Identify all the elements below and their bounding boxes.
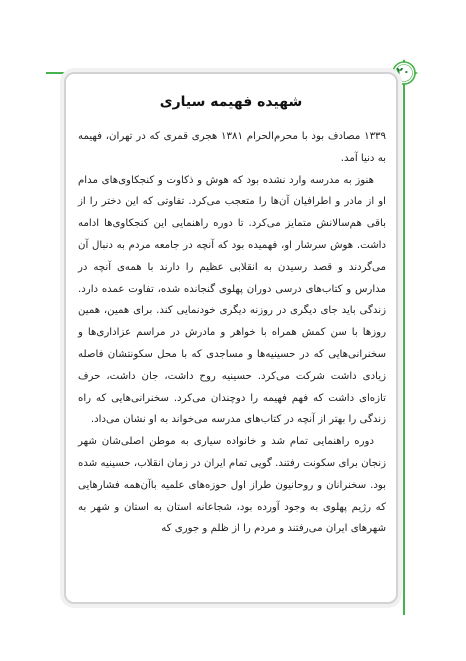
paragraph-3: دوره راهنمایی تمام شد و خانواده سیاری به موطن اصلی‌شان شهر زنجان برای سکونت رفتند. گویی تمام ایران در زمان انقلاب، حسینیه شده بود. سخنرانان و روحانیون طراز اول حوزه‌های علمیه باآن‌همه فشارهایی که رژیم پهلوی به وجود آورده بود، شجاعانه استان به استان و شهر به شهرهای ایران می‌رفتند و مردم را از ظلم و جوری که bbox=[78, 436, 386, 535]
paragraph-1: ۱۳۳۹ مصادف بود با محرم‌الحرام ۱۳۸۱ هجری قمری که در تهران، فهیمه به دنیا آمد. bbox=[78, 131, 386, 164]
page-number: ۲۰ bbox=[396, 65, 410, 78]
body-text bbox=[78, 126, 386, 540]
corner-line-vertical bbox=[403, 60, 405, 615]
paragraph-2: هنوز به مدرسه وارد نشده بود که هوش و ذکاوت و کنجکاوی‌های مدام او از مادر و اطرافیان آن‌ها را متعجب می‌کرد. تفاوتی که این دختر را از باقی هم‌سالانش متمایز می‌کرد. تا دوره راهنمایی این کنجکاوی‌ها ادامه داشت. هوش سرشار او، فهمیده بود که آنچه در جامعه مردم به دنبال آن می‌گردند و قصد رسیدن به انقلابی عظیم را دارند با همه‌ی آنچه در مدارس و کتاب‌های درسی دوران پهلوی گنجانده شده، تفاوت عمده دارد. زندگی باید جای دیگری در روزنه دیگری خودنمایی کند. برای همین، همین روزها با سن کمش همراه با خواهر و مادرش در مراسم عزاداری‌ها و سخنرانی‌هایی که در حسینیه‌ها و مساجدی که با محل سکونتشان فاصله زیادی داشت شرکت می‌کرد. حسینیه روح داشت، جان داشت، حرف تازه‌ای داشت که فهم فهیمه را دوچندان می‌کرد. سخنرانی‌هایی که راه زندگی را بهتر از آنچه در کتاب‌های مدرسه می‌خواند به او نشان می‌داد. bbox=[78, 174, 386, 426]
page-title: شهیده فهیمه سیاری bbox=[159, 94, 303, 110]
